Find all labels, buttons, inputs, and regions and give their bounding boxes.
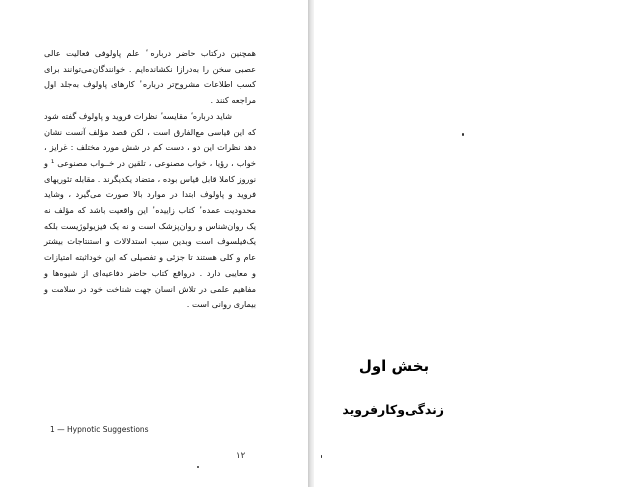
ink-speck <box>462 133 464 136</box>
body-text <box>44 46 256 313</box>
part-title: بخش اول <box>358 357 430 375</box>
paragraph-2: شاید درباره ٔ مقایسه ٔ نظرات فروید و پاولوف گفته شود که این قیاسی مع‌الفارق است ، لکن قصد مؤلف آنست نشان دهد نظرات این دو ، دست کم در شش مورد مختلف : غرایز ، خواب ، رؤیا ، خواب مصنوعی ، تلقین در خــواب مصنوعی ¹ و نوروز کاملا قابل قیاس بوده ، متضاد یکدیگرند . مقابله تئوریهای فروید و پاولوف ابتدا در موارد بالا صورت می‌گیرد ، وشاید محدودیت عمده ٔ کتاب زاییده ٔ این واقعیت باشد که مؤلف نه یک روان‌شناس و روان‌پزشک است و نه یک فیزیولوژیست بلکه یک‌فیلسوف است وبدین سبب استدلالات و استنتاجات بیشتر عام و کلی هستند تا جزئی و تفصیلی که این خوداثبته امتیازات و معایبی دارد . درواقع کتاب حاضر دفاعیه‌ای از شیوه‌ها و مفاهیم علمی در تلاش انسان جهت شناخت خود در سلامت و بیماری روانی است . <box>44 110 256 310</box>
left-page <box>0 0 308 487</box>
footnote: 1 — Hypnotic Suggestions <box>50 425 149 434</box>
ink-speck <box>197 466 199 468</box>
page-number: ۱۲ <box>236 451 246 461</box>
paragraph-1: همچنین درکتاب حاضر درباره ٔ علم پاولوفی فعالیت عالی عصبی سخن را به‌درازا نکشانده‌ایم . خوانندگان‌می‌توانند برای کسب اطلاعات مشروح‌تر درباره ٔ کارهای پاولوف به‌جلد اول مراجعه کنند . <box>44 48 256 106</box>
part-subtitle: زندگی‌وکارفروید <box>342 402 444 417</box>
ink-speck <box>321 455 322 458</box>
